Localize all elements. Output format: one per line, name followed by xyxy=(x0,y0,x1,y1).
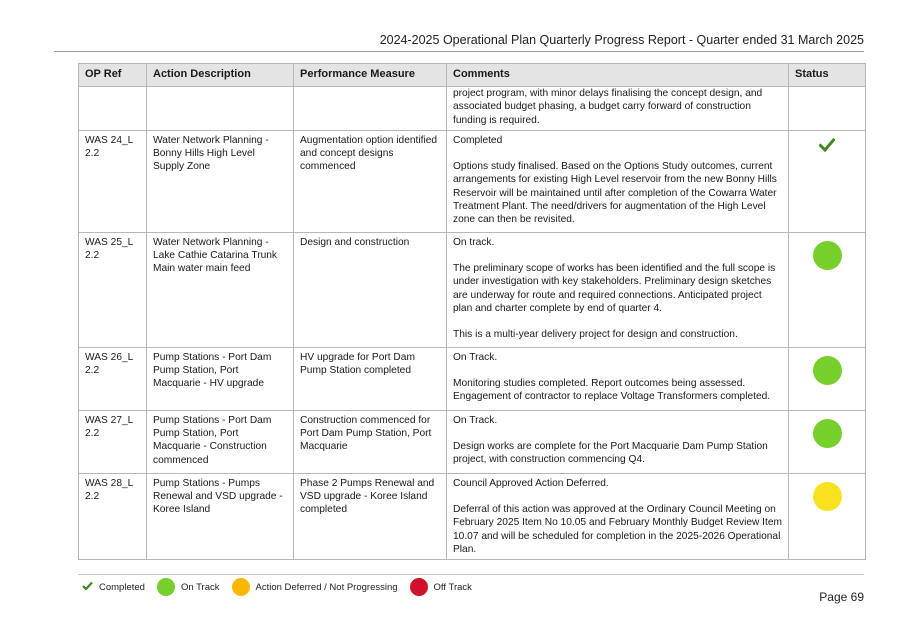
table-row xyxy=(79,130,866,232)
legend-item-on-track xyxy=(157,578,220,596)
comment-text: Design works are complete for the Port Macquarie Dam Pump Station project, with construction commencing Q4. xyxy=(453,441,768,466)
legend-green-dot-icon xyxy=(157,578,175,596)
cell-performance-measure: HV upgrade for Port Dam Pump Station completed xyxy=(294,347,447,410)
cell-status xyxy=(789,473,866,559)
cell-performance-measure: Design and construction xyxy=(294,232,447,347)
cell-status xyxy=(789,410,866,473)
cell-action-description: Pump Stations - Port Dam Pump Station, Port Macquarie - HV upgrade xyxy=(147,347,294,410)
on-track-status-icon xyxy=(813,241,842,270)
progress-table xyxy=(78,63,866,560)
column-header-action-description: Action Description xyxy=(147,64,294,87)
legend-item-completed xyxy=(82,581,145,594)
report-header-title: 2024-2025 Operational Plan Quarterly Progress Report - Quarter ended 31 March 2025 xyxy=(379,33,864,47)
legend-label: Action Deferred / Not Progressing xyxy=(255,581,398,593)
completed-check-icon xyxy=(819,138,835,156)
cell-action-description: Pump Stations - Port Dam Pump Station, Port Macquarie - Construction commenced xyxy=(147,410,294,473)
footer-divider xyxy=(78,574,864,575)
cell-status xyxy=(789,232,866,347)
cell-status xyxy=(789,130,866,232)
cell-action-description xyxy=(147,87,294,131)
table-row xyxy=(79,410,866,473)
cell-comments xyxy=(447,130,789,232)
comment-text: The preliminary scope of works has been identified and the full scope is under investigation with key stakeholders. Preliminary design sketches are underway for route and required connections. Anticipated project plan and charter complete by end of quarter 4. xyxy=(453,263,776,315)
column-header-comments: Comments xyxy=(447,64,789,87)
legend-amber-dot-icon xyxy=(232,578,250,596)
comment-status-line: On track. xyxy=(453,236,495,248)
comment-status-line: On Track. xyxy=(453,351,498,363)
cell-op-ref: WAS 27_L 2.2 xyxy=(79,410,147,473)
status-legend xyxy=(82,578,484,596)
legend-label: Completed xyxy=(99,581,145,593)
cell-action-description: Water Network Planning - Lake Cathie Catarina Trunk Main water main feed xyxy=(147,232,294,347)
cell-performance-measure xyxy=(294,87,447,131)
table-row xyxy=(79,347,866,410)
cell-comments xyxy=(447,410,789,473)
legend-label: On Track xyxy=(180,581,220,593)
page-number: Page 69 xyxy=(819,590,864,604)
header-divider xyxy=(54,51,864,52)
cell-status xyxy=(789,347,866,410)
comment-status-line: Completed xyxy=(453,134,503,146)
cell-action-description: Water Network Planning - Bonny Hills High Level Supply Zone xyxy=(147,130,294,232)
cell-op-ref xyxy=(79,87,147,131)
deferred-status-icon xyxy=(813,482,842,511)
column-header-op-ref: OP Ref xyxy=(79,64,147,87)
cell-op-ref: WAS 24_L 2.2 xyxy=(79,130,147,232)
comment-text: project program, with minor delays finalising the concept design, and associated budget phasing, a budget carry forward of construction funding is required. xyxy=(453,88,763,126)
cell-performance-measure: Augmentation option identified and concept designs commenced xyxy=(294,130,447,232)
cell-op-ref: WAS 28_L 2.2 xyxy=(79,473,147,559)
legend-check-icon xyxy=(82,581,93,594)
column-header-performance-measure: Performance Measure xyxy=(294,64,447,87)
cell-action-description: Pump Stations - Pumps Renewal and VSD upgrade - Koree Island xyxy=(147,473,294,559)
comment-text: Monitoring studies completed. Report outcomes being assessed. Engagement of contractor to replace Voltage Transformers completed. xyxy=(453,378,771,403)
on-track-status-icon xyxy=(813,419,842,448)
cell-comments xyxy=(447,87,789,131)
cell-status xyxy=(789,87,866,131)
cell-comments xyxy=(447,232,789,347)
table-row-continuation xyxy=(79,87,866,131)
comment-text: This is a multi-year delivery project for design and construction. xyxy=(453,329,738,341)
legend-label: Off Track xyxy=(433,581,472,593)
cell-performance-measure: Construction commenced for Port Dam Pump Station, Port Macquarie xyxy=(294,410,447,473)
cell-comments xyxy=(447,347,789,410)
table-row xyxy=(79,473,866,559)
comment-status-line: Council Approved Action Deferred. xyxy=(453,477,609,489)
comment-text: Options study finalised. Based on the Options Study outcomes, current arrangements for existing High Level reservoir from the new Bonny Hills Reservoir will be maintained until after completion of the Cowarra Water Treatment Plant. The need/drivers for augmentation of the High Level zone can then be revisited. xyxy=(453,161,777,226)
comment-text: Deferral of this action was approved at the Ordinary Council Meeting on February 2025 Item No 10.05 and February Monthly Budget Review Item 10.07 and will be scheduled for completion in the 2025-2026 Operational Plan. xyxy=(453,504,782,556)
legend-red-dot-icon xyxy=(410,578,428,596)
cell-comments xyxy=(447,473,789,559)
cell-performance-measure: Phase 2 Pumps Renewal and VSD upgrade - Koree Island completed xyxy=(294,473,447,559)
table-header-row xyxy=(79,64,866,87)
comment-status-line: On Track. xyxy=(453,414,498,426)
legend-item-off-track xyxy=(410,578,472,596)
column-header-status: Status xyxy=(789,64,866,87)
legend-item-deferred xyxy=(232,578,398,596)
cell-op-ref: WAS 25_L 2.2 xyxy=(79,232,147,347)
table-row xyxy=(79,232,866,347)
on-track-status-icon xyxy=(813,356,842,385)
cell-op-ref: WAS 26_L 2.2 xyxy=(79,347,147,410)
